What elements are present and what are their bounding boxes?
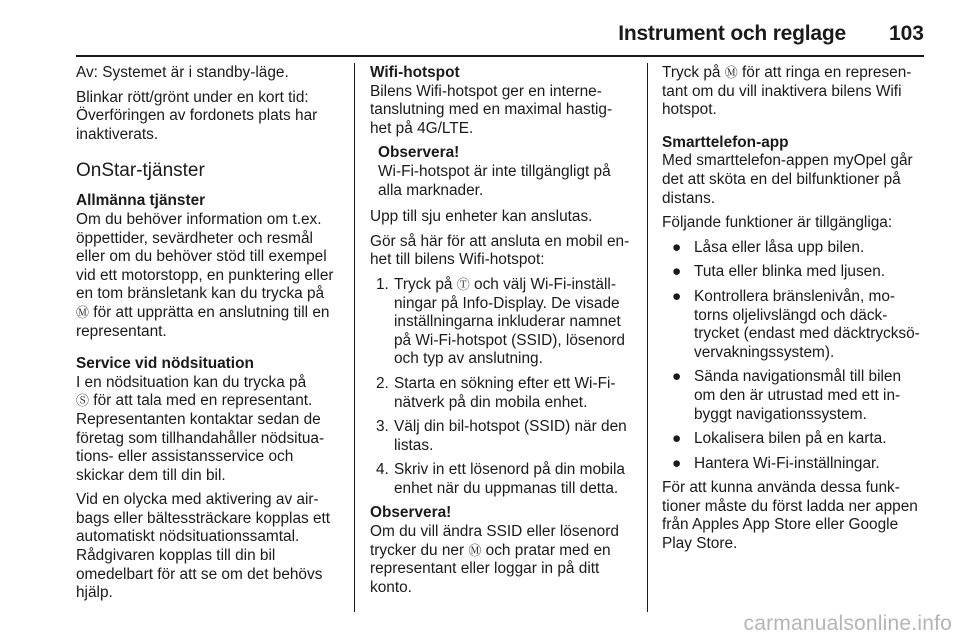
text-line: vervakningssystem). — [694, 343, 835, 361]
bullet-icon: ● — [672, 454, 682, 472]
list-item — [662, 239, 928, 258]
text-line: Välj din bil-hotspot (SSID) när den — [394, 418, 627, 436]
paragraph — [662, 214, 928, 233]
text-line: vid ett motorstopp, en punktering eller — [76, 266, 334, 284]
text-line: alla marknader. — [378, 181, 484, 199]
step-number: 4. — [376, 461, 389, 479]
list-item — [662, 430, 928, 449]
column-2 — [370, 64, 636, 605]
text-line: hjälp. — [76, 584, 113, 602]
text-line: Tryck på — [394, 275, 457, 293]
header-title: Instrument och reglage — [618, 22, 846, 45]
text-line: Starta en sökning efter ett Wi-Fi- — [394, 374, 616, 392]
onstar-icon: Ⓜ — [724, 65, 738, 80]
text-line: het på 4G/LTE. — [370, 119, 474, 137]
bullet-list — [662, 239, 928, 474]
text-line: Lokalisera bilen på en karta. — [694, 430, 887, 448]
paragraph — [76, 374, 346, 486]
text-line: Kontrollera bränslenivån, mo- — [694, 287, 896, 305]
onstar-icon: Ⓜ — [468, 542, 482, 558]
column-divider — [354, 63, 355, 612]
text-line: automatiskt nödsituationssamtal. — [76, 528, 300, 546]
text-line: Om du vill ändra SSID eller lösenord — [370, 523, 619, 541]
step-number: 2. — [376, 374, 389, 392]
list-item — [662, 455, 928, 474]
subheading: Service vid nödsituation — [76, 355, 254, 373]
text-line: och typ av anslutning. — [394, 350, 543, 368]
text-line: trycket (endast med däcktrycksö- — [694, 325, 920, 343]
text-line: Följande funktioner är tillgängliga: — [662, 214, 893, 232]
text-line: representant eller loggar in på ditt — [370, 560, 600, 578]
text-line: tanslutning med en maximal hastig- — [370, 101, 613, 119]
text-line: tioner måste du först ladda ner appen — [662, 497, 918, 515]
text-line: hotspot. — [662, 101, 717, 119]
text-line: listas. — [394, 436, 434, 454]
note-box — [370, 504, 636, 597]
bullet-icon: ● — [672, 430, 682, 448]
text-line: det att sköta en del bilfunktioner på — [662, 170, 901, 188]
text-line: Överföringen av fordonets plats har — [76, 107, 318, 125]
text-line: Skriv in ett lösenord på din mobila — [394, 461, 625, 479]
paragraph — [662, 64, 928, 120]
column-divider — [647, 63, 648, 612]
text-line: Med smarttelefon-appen myOpel går — [662, 152, 913, 170]
list-item — [370, 375, 636, 412]
text-line: För att kunna använda dessa funk- — [662, 479, 900, 497]
text-line: en tom bränsletank kan du trycka på — [76, 285, 325, 303]
text-line: torns oljelivslängd och däck- — [694, 306, 888, 324]
note-title: Observera! — [378, 144, 460, 162]
text-line: Rådgivaren kopplas till din bil — [76, 547, 276, 565]
bullet-icon: ● — [672, 238, 682, 256]
note-box — [370, 144, 636, 200]
text-line: Hantera Wi-Fi-inställningar. — [694, 454, 880, 472]
text-line: företag som tillhandahåller nödsitua- — [76, 429, 325, 447]
text-line: Om du behöver information om t.ex. — [76, 210, 322, 228]
steps-list — [370, 276, 636, 499]
text-line: bags eller bältessträckare kopplas ett — [76, 509, 331, 527]
page-number: 103 — [888, 22, 924, 45]
text-line: Blinkar rött/grönt under en kort tid: — [76, 88, 309, 106]
text-line: omedelbart för att se om det behövs — [76, 565, 323, 583]
text-line: från Apples App Store eller Google — [662, 516, 899, 534]
text-line: inaktiverats. — [76, 125, 159, 143]
text-line: tions- eller assistansservice och — [76, 448, 294, 466]
text-line: för att ringa en represen- — [737, 64, 912, 81]
text-line: för att upprätta en anslutning till en — [89, 303, 330, 321]
text-line: om den är utrustad med ett in- — [694, 386, 901, 404]
column-3 — [662, 64, 928, 560]
text-line: Gör så här för att ansluta en mobil en- — [370, 232, 630, 250]
text-line: på Wi-Fi-hotspot (SSID), lösenord — [394, 331, 625, 349]
list-item — [662, 263, 928, 282]
text-line: het till bilens Wifi-hotspot: — [370, 251, 545, 269]
bullet-icon: ● — [672, 368, 682, 386]
note-title: Observera! — [370, 504, 452, 522]
paragraph — [370, 233, 636, 270]
sos-icon: Ⓢ — [76, 393, 90, 409]
text-line: Låsa eller låsa upp bilen. — [694, 238, 865, 256]
text-line: enhet när du uppmanas till detta. — [394, 479, 619, 497]
text-line: Tryck på — [662, 64, 725, 81]
list-item — [370, 461, 636, 498]
header-rule — [76, 55, 924, 57]
paragraph — [662, 479, 928, 553]
list-item — [370, 418, 636, 455]
text-line: Wi-Fi-hotspot är inte tillgängligt på — [378, 162, 611, 180]
text-line: Av: Systemet är i standby-läge. — [76, 64, 289, 81]
text-line: Sända navigationsmål till bilen — [694, 368, 902, 386]
watermark: carmanualsonline.info — [743, 612, 952, 635]
text-line: nätverk på din mobila enhet. — [394, 393, 588, 411]
list-item — [370, 276, 636, 369]
bullet-icon: ● — [672, 287, 682, 305]
text-line: och pratar med en — [481, 541, 611, 559]
text-line: Play Store. — [662, 535, 738, 553]
page-header — [0, 0, 960, 56]
text-line: och välj Wi-Fi-inställ- — [469, 275, 616, 293]
text-line: tant om du vill inaktivera bilens Wifi — [662, 82, 902, 100]
paragraph — [76, 64, 346, 83]
step-number: 1. — [376, 275, 389, 293]
text-line: byggt navigationssystem. — [694, 405, 867, 423]
text-line: distans. — [662, 189, 716, 207]
step-number: 3. — [376, 418, 389, 436]
text-line: Bilens Wifi-hotspot ger en interne- — [370, 82, 602, 100]
column-1 — [76, 64, 346, 609]
subheading: Allmänna tjänster — [76, 192, 206, 210]
text-line: I en nödsituation kan du trycka på — [76, 373, 307, 391]
text-line: öppettider, sevärdheter och resmål — [76, 229, 313, 247]
text-line: Vid en olycka med aktivering av air- — [76, 491, 319, 509]
paragraph — [76, 491, 346, 603]
text-line: skickar dem till din bil. — [76, 466, 226, 484]
paragraph — [76, 211, 346, 341]
bullet-icon: ● — [672, 263, 682, 281]
text-line: Upp till sju enheter kan anslutas. — [370, 208, 593, 226]
text-line: representant. — [76, 322, 167, 340]
text-line: ningar på Info-Display. De visade — [394, 294, 620, 312]
text-line: Tuta eller blinka med ljusen. — [694, 263, 886, 281]
list-item — [662, 368, 928, 424]
section-title: OnStar-tjänster — [76, 160, 205, 182]
text-line: trycker du ner — [370, 541, 469, 559]
text-line: för att tala med en representant. — [89, 392, 313, 410]
subheading: Wifi-hotspot — [370, 64, 460, 81]
text-line: eller om du behöver stöd till exempel — [76, 248, 327, 266]
subheading: Smarttelefon-app — [662, 133, 789, 151]
info-icon: Ⓣ — [456, 276, 470, 292]
text-line: konto. — [370, 578, 412, 596]
text-line: Representanten kontaktar sedan de — [76, 410, 321, 428]
text-line: inställningarna inkluderar namnet — [394, 313, 621, 331]
paragraph — [370, 208, 636, 227]
paragraph — [370, 83, 636, 139]
paragraph — [662, 152, 928, 208]
list-item — [662, 288, 928, 362]
onstar-icon: Ⓜ — [76, 304, 90, 320]
paragraph — [76, 89, 346, 145]
